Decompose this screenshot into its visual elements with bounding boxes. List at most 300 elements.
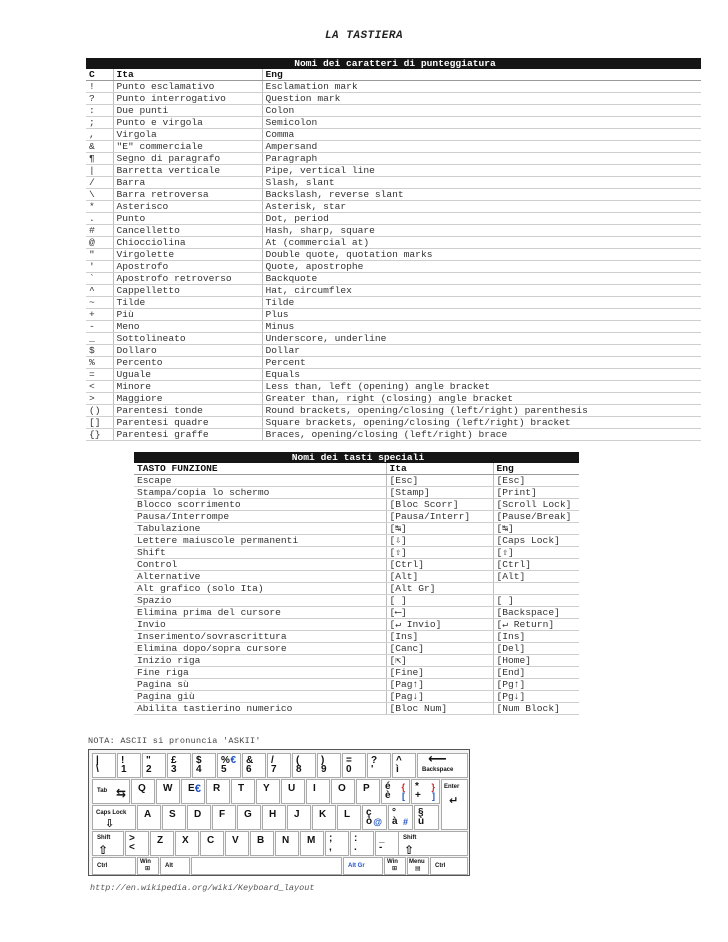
key-top-char: | [96, 755, 99, 766]
key-top-char: ^ [396, 755, 402, 766]
key-bottom-char: \ [96, 764, 99, 775]
header-ita: Ita [113, 69, 262, 81]
punctuation-row [86, 141, 701, 153]
key-letter-d [187, 805, 211, 830]
cell-col2: Virgola [113, 129, 262, 141]
key-letter: E [188, 783, 195, 794]
punctuation-row [86, 93, 701, 105]
alt-label: Alt [165, 863, 173, 869]
special-key-row [134, 571, 579, 583]
cell-col2: Segno di paragrafo [113, 153, 262, 165]
punctuation-row [86, 165, 701, 177]
alt-gr-label: Alt Gr [348, 863, 365, 869]
key-top-char: ( [296, 755, 300, 766]
cell-col3: Percent [262, 357, 701, 369]
special-key-row [134, 619, 579, 631]
cell-col3: [Caps Lock] [493, 535, 579, 547]
right-win-label: Win [387, 859, 398, 865]
special-key-row [134, 487, 579, 499]
key-row4 [200, 831, 224, 856]
cell-col3: Asterisk, star [262, 201, 701, 213]
cell-col1: Tabulazione [134, 523, 386, 535]
cell-col3: Pipe, vertical line [262, 165, 701, 177]
cell-col3: [Del] [493, 643, 579, 655]
cell-col1: Alternative [134, 571, 386, 583]
special-key-row [134, 691, 579, 703]
cell-col3: [Scroll Lock] [493, 499, 579, 511]
cell-col3: Equals [262, 369, 701, 381]
key-row4 [300, 831, 324, 856]
cell-col3: Double quote, quotation marks [262, 249, 701, 261]
cell-col1: ~ [86, 297, 113, 309]
key-bottom-char: 2 [146, 764, 152, 775]
key-letter: I [313, 783, 316, 794]
key-row1 [167, 753, 191, 778]
key-row1 [192, 753, 216, 778]
key-bottom-char: 3 [171, 764, 177, 775]
key-letter-g [237, 805, 261, 830]
cell-col2: Barra [113, 177, 262, 189]
header-char: C [86, 69, 113, 81]
special-key-row [134, 643, 579, 655]
cell-col1: > [86, 393, 113, 405]
cell-col1: Blocco scorrimento [134, 499, 386, 511]
key-letter: K [319, 809, 327, 820]
key-letter-y [256, 779, 280, 804]
cell-col3: Colon [262, 105, 701, 117]
right-ctrl-key [430, 857, 468, 875]
left-win-key [137, 857, 159, 875]
windows-logo-icon: ⊞ [392, 866, 398, 872]
key-letter-a [137, 805, 161, 830]
cell-col1: ? [86, 93, 113, 105]
key-row3-extra [388, 805, 413, 830]
cell-col2: Tilde [113, 297, 262, 309]
keyboard-layout-image [88, 749, 470, 876]
key-top-char: ! [121, 755, 125, 766]
key-letter: U [288, 783, 296, 794]
punctuation-row [86, 129, 701, 141]
caps-lock-icon: ⇩ [105, 818, 115, 830]
key-bottom-char: ù [418, 816, 425, 827]
key-letter-i [306, 779, 330, 804]
cell-col3: Hat, circumflex [262, 285, 701, 297]
key-bottom-char: , [329, 842, 332, 853]
key-row1 [92, 753, 116, 778]
cell-col1: Lettere maiuscole permanenti [134, 535, 386, 547]
cell-col2: Meno [113, 321, 262, 333]
cell-col2: Minore [113, 381, 262, 393]
alt-gr-key [343, 857, 383, 875]
cell-col2: Cancelletto [113, 225, 262, 237]
punctuation-row [86, 81, 701, 93]
key-row2-extra [381, 779, 410, 804]
special-key-row [134, 475, 579, 487]
cell-col3: Greater than, right (closing) angle bracket [262, 393, 701, 405]
cell-col3: [Pause/Break] [493, 511, 579, 523]
key-top-char: é [385, 781, 391, 792]
key-top-char: _ [379, 833, 385, 844]
key-letter: F [219, 809, 226, 820]
special-key-row [134, 655, 579, 667]
cell-col1: Shift [134, 547, 386, 559]
special-keys-header-row [134, 463, 579, 475]
cell-col1: % [86, 357, 113, 369]
caps-lock-label: Caps Lock [96, 810, 127, 816]
key-letter-q [131, 779, 155, 804]
key-row3-extra [414, 805, 439, 830]
punctuation-row [86, 393, 701, 405]
special-key-row [134, 547, 579, 559]
cell-col2: [Ctrl] [386, 559, 493, 571]
header-ita: Ita [386, 463, 493, 475]
punctuation-row [86, 417, 701, 429]
key-letter: L [344, 809, 351, 820]
key-letter-l [337, 805, 361, 830]
cell-col1: Pausa/Interrompe [134, 511, 386, 523]
key-bottom-char: 6 [246, 764, 252, 775]
cell-col1: ` [86, 273, 113, 285]
cell-col3: Minus [262, 321, 701, 333]
cell-col2: Barra retroversa [113, 189, 262, 201]
cell-col3: [Pg↑] [493, 679, 579, 691]
key-bottom-char: 1 [121, 764, 127, 775]
cell-col3: [Print] [493, 487, 579, 499]
special-key-row [134, 511, 579, 523]
cell-col2: Uguale [113, 369, 262, 381]
key-bottom-char: ' [371, 764, 374, 775]
key-letter-r [206, 779, 230, 804]
left-shift-label: Shift [97, 835, 111, 841]
cell-col1: $ [86, 345, 113, 357]
right-ctrl-label: Ctrl [435, 863, 446, 869]
punctuation-row [86, 249, 701, 261]
punctuation-row [86, 381, 701, 393]
cell-col2: Dollaro [113, 345, 262, 357]
key-row4 [250, 831, 274, 856]
key-row1 [117, 753, 141, 778]
cell-col3: Less than, left (opening) angle bracket [262, 381, 701, 393]
cell-col3: Hash, sharp, square [262, 225, 701, 237]
cell-col2: [ ] [386, 595, 493, 607]
cell-col3: [End] [493, 667, 579, 679]
cell-col2: Asterisco [113, 201, 262, 213]
cell-col3: Square brackets, opening/closing (left/right) bracket [262, 417, 701, 429]
key-letter: A [144, 809, 152, 820]
cell-col1: () [86, 405, 113, 417]
key-letter: D [194, 809, 202, 820]
key-top-char: £ [171, 755, 177, 766]
cell-col1: " [86, 249, 113, 261]
punctuation-row [86, 429, 701, 441]
key-altgr-char: € [230, 755, 236, 766]
windows-logo-icon: ⊞ [145, 866, 151, 872]
key-letter: T [238, 783, 245, 794]
punctuation-row [86, 177, 701, 189]
cell-col2: Parentesi quadre [113, 417, 262, 429]
key-top-char: B [257, 835, 265, 846]
special-key-row [134, 499, 579, 511]
cell-col1: # [86, 225, 113, 237]
key-altgr-top-char: { [401, 782, 405, 792]
menu-icon: ▤ [415, 866, 421, 872]
cell-col3: [Alt] [493, 571, 579, 583]
cell-col1: * [86, 201, 113, 213]
key-letter: S [169, 809, 176, 820]
cell-col3: [⇧] [493, 547, 579, 559]
key-row4 [350, 831, 374, 856]
cell-col1: ; [86, 117, 113, 129]
special-key-row [134, 667, 579, 679]
key-letter-u [281, 779, 305, 804]
punctuation-row [86, 213, 701, 225]
punctuation-row [86, 105, 701, 117]
key-row1 [317, 753, 341, 778]
cell-col2: Più [113, 309, 262, 321]
cell-col2: Punto esclamativo [113, 81, 262, 93]
space-key [191, 857, 342, 875]
source-url: http://en.wikipedia.org/wiki/Keyboard_layout [90, 883, 315, 893]
cell-col2: Punto [113, 213, 262, 225]
key-top-char: ) [321, 755, 325, 766]
key-bottom-char: 8 [296, 764, 302, 775]
cell-col2: Apostrofo retroverso [113, 273, 262, 285]
cell-col3: At (commercial at) [262, 237, 701, 249]
special-key-row [134, 607, 579, 619]
key-bottom-char: . [354, 842, 357, 853]
punctuation-row [86, 297, 701, 309]
cell-col2: [↵ Invio] [386, 619, 493, 631]
cell-col3: Semicolon [262, 117, 701, 129]
cell-col3: Question mark [262, 93, 701, 105]
cell-col1: Stampa/copia lo schermo [134, 487, 386, 499]
cell-col2: [⇧] [386, 547, 493, 559]
enter-arrow-icon: ↵ [449, 795, 459, 807]
cell-col2: Sottolineato [113, 333, 262, 345]
cell-col3: [Esc] [493, 475, 579, 487]
cell-col2: [Pausa/Interr] [386, 511, 493, 523]
key-letter: R [213, 783, 221, 794]
key-letter-e [181, 779, 205, 804]
key-top-char: % [221, 755, 230, 766]
cell-col3: [Home] [493, 655, 579, 667]
key-row4 [275, 831, 299, 856]
punctuation-row [86, 273, 701, 285]
key-top-char: " [146, 755, 151, 766]
cell-col3: Braces, opening/closing (left/right) brace [262, 429, 701, 441]
key-top-char: C [207, 835, 215, 846]
key-row1 [392, 753, 416, 778]
cell-col3: Round brackets, opening/closing (left/right) parenthesis [262, 405, 701, 417]
page-title: LA TASTIERA [324, 30, 404, 42]
key-letter-t [231, 779, 255, 804]
key-top-char: X [182, 835, 189, 846]
key-letter: G [244, 809, 252, 820]
cell-col1: = [86, 369, 113, 381]
special-key-row [134, 559, 579, 571]
cell-col3: [Backspace] [493, 607, 579, 619]
cell-col3: [↵ Return] [493, 619, 579, 631]
key-row1 [142, 753, 166, 778]
right-win-key [384, 857, 406, 875]
punctuation-row [86, 285, 701, 297]
cell-col3: [↹] [493, 523, 579, 535]
special-key-row [134, 679, 579, 691]
cell-col1: Fine riga [134, 667, 386, 679]
punctuation-row [86, 237, 701, 249]
cell-col2: [⇱] [386, 655, 493, 667]
cell-col1: @ [86, 237, 113, 249]
key-bottom-char: à [392, 816, 398, 827]
cell-col3: Esclamation mark [262, 81, 701, 93]
right-shift-label: Shift [403, 835, 417, 841]
key-top-char: > [129, 833, 135, 844]
cell-col2: Barretta verticale [113, 165, 262, 177]
special-key-row [134, 583, 579, 595]
cell-col3: [Num Block] [493, 703, 579, 715]
cell-col1: ! [86, 81, 113, 93]
key-top-char: : [354, 833, 358, 844]
punctuation-row [86, 153, 701, 165]
right-shift-icon: ⇧ [404, 843, 415, 857]
key-top-char: V [232, 835, 239, 846]
punctuation-table [86, 58, 701, 441]
cell-col1: Inizio riga [134, 655, 386, 667]
cell-col2: [Bloc Scorr] [386, 499, 493, 511]
cell-col3: Underscore, underline [262, 333, 701, 345]
cell-col2: [⟵] [386, 607, 493, 619]
left-shift-icon: ⇧ [98, 843, 109, 857]
cell-col1: Elimina dopo/sopra cursore [134, 643, 386, 655]
key-letter-j [287, 805, 311, 830]
cell-col3: Backquote [262, 273, 701, 285]
key-top-char: N [282, 835, 290, 846]
key-bottom-char: 4 [196, 764, 202, 775]
cell-col1: ¶ [86, 153, 113, 165]
cell-col2: [Canc] [386, 643, 493, 655]
punctuation-row [86, 321, 701, 333]
cell-col2: Punto interrogativo [113, 93, 262, 105]
cell-col3: Comma [262, 129, 701, 141]
cell-col2: Apostrofo [113, 261, 262, 273]
key-letter: Y [263, 783, 270, 794]
menu-label: Menu [409, 859, 425, 865]
key-row4 [125, 831, 149, 856]
punctuation-row [86, 225, 701, 237]
key-top-char: = [346, 755, 352, 766]
cell-col1: Pagina sù [134, 679, 386, 691]
enter-label: Enter [444, 784, 460, 790]
cell-col1: [] [86, 417, 113, 429]
key-altgr-bottom-char: ] [432, 791, 435, 801]
key-letter-f [212, 805, 236, 830]
cell-col2: [Pag↑] [386, 679, 493, 691]
key-bottom-char: - [379, 842, 383, 853]
header-eng: Eng [262, 69, 701, 81]
key-letter: J [294, 809, 300, 820]
key-row1 [342, 753, 366, 778]
cell-col1: Spazio [134, 595, 386, 607]
punctuation-row [86, 189, 701, 201]
menu-key [407, 857, 429, 875]
right-shift-key [398, 831, 468, 856]
key-top-char: / [271, 755, 274, 766]
key-letter-p [356, 779, 380, 804]
cell-col3: Dollar [262, 345, 701, 357]
key-top-char: ° [392, 807, 396, 818]
key-row1 [217, 753, 241, 778]
cell-col2: [Stamp] [386, 487, 493, 499]
punctuation-row [86, 405, 701, 417]
left-shift-key [92, 831, 124, 856]
cell-col3 [493, 583, 579, 595]
cell-col1: | [86, 165, 113, 177]
cell-col1: ^ [86, 285, 113, 297]
cell-col3: Slash, slant [262, 177, 701, 189]
header-function: TASTO FUNZIONE [134, 463, 386, 475]
key-row4 [325, 831, 349, 856]
cell-col2: "E" commerciale [113, 141, 262, 153]
cell-col2: Punto e virgola [113, 117, 262, 129]
backspace-label: Backspace [422, 767, 454, 773]
key-top-char: Z [157, 835, 164, 846]
left-win-label: Win [140, 859, 151, 865]
key-row1 [367, 753, 391, 778]
key-top-char: ç [366, 807, 372, 818]
cell-col2: [Bloc Num] [386, 703, 493, 715]
punctuation-row [86, 357, 701, 369]
special-keys-title-bar: Nomi dei tasti speciali [134, 452, 579, 463]
key-bottom-char: 5 [221, 764, 227, 775]
special-key-row [134, 631, 579, 643]
cell-col2: Maggiore [113, 393, 262, 405]
cell-col1: Control [134, 559, 386, 571]
cell-col2: Cappelletto [113, 285, 262, 297]
key-bottom-char: ò [366, 816, 373, 827]
cell-col1: {} [86, 429, 113, 441]
key-letter-s [162, 805, 186, 830]
cell-col1: _ [86, 333, 113, 345]
cell-col1: Elimina prima del cursore [134, 607, 386, 619]
cell-col3: Tilde [262, 297, 701, 309]
special-key-row [134, 523, 579, 535]
special-keys-table [134, 452, 579, 715]
key-row4 [150, 831, 174, 856]
punctuation-title-bar: Nomi dei caratteri di punteggiatura [86, 58, 701, 69]
key-bottom-char: + [415, 790, 421, 801]
cell-col3: Paragraph [262, 153, 701, 165]
key-bottom-char: 9 [321, 764, 327, 775]
cell-col2: [Alt Gr] [386, 583, 493, 595]
caps-lock-key [92, 805, 136, 830]
left-ctrl-label: Ctrl [97, 863, 108, 869]
key-letter: H [269, 809, 277, 820]
cell-col2: Parentesi graffe [113, 429, 262, 441]
backspace-arrow-icon: ⟵ [428, 751, 447, 766]
cell-col3: Quote, apostrophe [262, 261, 701, 273]
special-key-row [134, 595, 579, 607]
cell-col2: [Fine] [386, 667, 493, 679]
cell-col3: [Ins] [493, 631, 579, 643]
key-top-char: M [307, 835, 316, 846]
key-row3-extra [362, 805, 387, 830]
key-top-char: § [418, 807, 424, 818]
key-row4 [175, 831, 199, 856]
key-letter-h [262, 805, 286, 830]
tab-key [92, 779, 130, 804]
key-bottom-char: 7 [271, 764, 277, 775]
special-key-row [134, 535, 579, 547]
